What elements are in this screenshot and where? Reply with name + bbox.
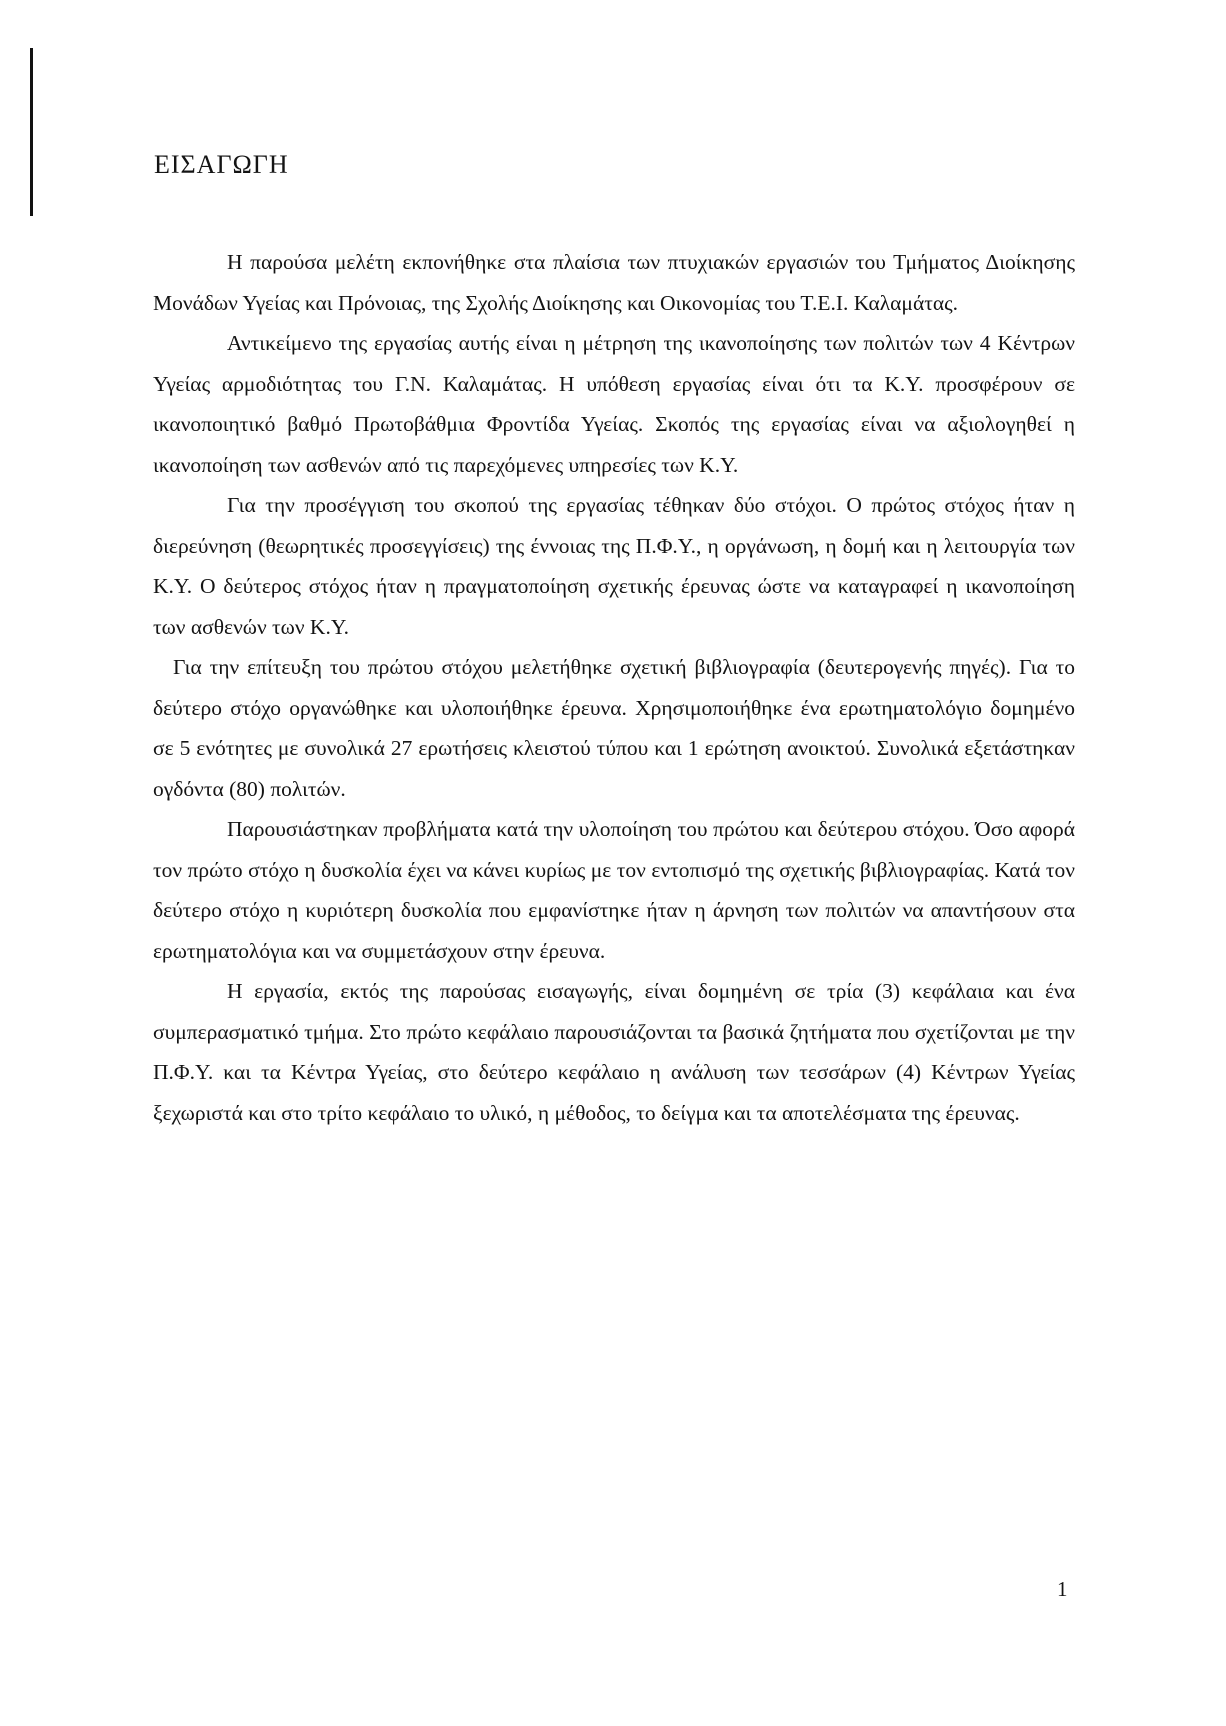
paragraph-structure: Η εργασία, εκτός της παρούσας εισαγωγής, είναι δομημένη σε τρία (3) κεφάλαια και ένα συμπερασματικό τμήμα. Στο πρώτο κεφάλαιο παρουσιάζονται τα βασικά ζητήματα που σχετίζονται με την Π.Φ.Υ. και τα Κέντρα Υγείας, στο δεύτερο κεφάλαιο η ανάλυση των τεσσάρων (4) Κέντρων Υγείας ξεχωριστά και στο τρίτο κεφάλαιο το υλικό, η μέθοδος, το δείγμα και τα αποτελέσματα της έρευνας.: [153, 979, 1075, 1125]
paragraph-problems: Παρουσιάστηκαν προβλήματα κατά την υλοποίηση του πρώτου και δεύτερου στόχου. Όσο αφορά τον πρώτο στόχο η δυσκολία έχει να κάνει κυρίως με τον εντοπισμό της σχετικής βιβλιογραφίας. Κατά τον δεύτερο στόχο η κυριότερη δυσκολία που εμφανίστηκε ήταν η άρνηση των πολιτών να απαντήσουν στα ερωτηματολόγια και να συμμετάσχουν στην έρευνα.: [153, 817, 1075, 963]
page-number: 1: [1057, 1577, 1068, 1601]
section-heading: ΕΙΣΑΓΩΓΗ: [154, 150, 289, 179]
paragraph-methodology: Για την επίτευξη του πρώτου στόχου μελετήθηκε σχετική βιβλιογραφία (δευτερογενής πηγές). Για το δεύτερο στόχο οργανώθηκε και υλοποιήθηκε έρευνα. Χρησιμοποιήθηκε ένα ερωτηματολόγιο δομημένο σε 5 ενότητες με συνολικά 27 ερωτήσεις κλειστού τύπου και 1 ερώτηση ανοικτού. Συνολικά εξετάστηκαν ογδόντα (80) πολιτών.: [153, 655, 1075, 801]
paragraph-objective: Αντικείμενο της εργασίας αυτής είναι η μέτρηση της ικανοποίησης των πολιτών των 4 Κέντρων Υγείας αρμοδιότητας του Γ.Ν. Καλαμάτας. Η υπόθεση εργασίας είναι ότι τα Κ.Υ. προσφέρουν σε ικανοποιητικό βαθμό Πρωτοβάθμια Φροντίδα Υγείας. Σκοπός της εργασίας είναι να αξιολογηθεί η ικανοποίηση των ασθενών από τις παρεχόμενες υπηρεσίες των Κ.Υ.: [153, 331, 1075, 477]
paragraph-goals: Για την προσέγγιση του σκοπού της εργασίας τέθηκαν δύο στόχοι. Ο πρώτος στόχος ήταν η διερεύνηση (θεωρητικές προσεγγίσεις) της έννοιας της Π.Φ.Υ., η οργάνωση, η δομή και η λειτουργία των Κ.Υ. Ο δεύτερος στόχος ήταν η πραγματοποίηση σχετικής έρευνας ώστε να καταγραφεί η ικανοποίηση των ασθενών των Κ.Υ.: [153, 493, 1075, 639]
document-body: [153, 242, 1075, 1133]
paragraph-purpose: Η παρούσα μελέτη εκπονήθηκε στα πλαίσια των πτυχιακών εργασιών του Τμήματος Διοίκησης Μονάδων Υγείας και Πρόνοιας, της Σχολής Διοίκησης και Οικονομίας του Τ.Ε.Ι. Καλαμάτας.: [153, 250, 1075, 315]
scan-edge-mark: [30, 48, 33, 216]
